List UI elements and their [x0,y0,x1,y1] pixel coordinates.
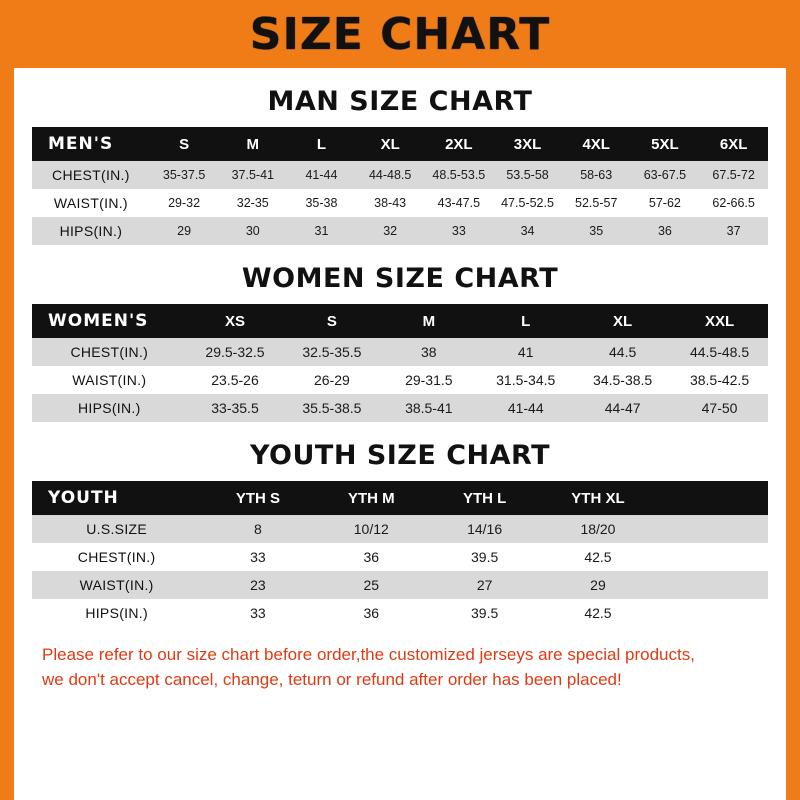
table-cell: 29.5-32.5 [205,344,265,360]
table-cell: 27 [476,577,493,593]
table-cell: 35 [589,224,604,238]
table-row [32,217,768,245]
table-cell: 33 [250,605,266,621]
header-cell-label: WOMEN'S [32,304,187,338]
table-cell: 34 [520,224,535,238]
table-cell: 67.5-72 [712,168,755,182]
page-title: SIZE CHART [249,8,551,60]
header-cell: M [380,304,477,338]
header-cell-label: YOUTH [32,481,201,515]
table-cell: 53.5-58 [506,168,549,182]
table-cell: 39.5 [471,605,499,621]
table-row [32,571,768,599]
table-cell: 37.5-41 [231,168,274,182]
table-cell: 29-31.5 [405,372,453,388]
table-cell: 36 [363,549,380,565]
table-cell: 10/12 [353,521,389,537]
table-cell: 29 [590,577,606,593]
table-cell: 35.5-38.5 [302,400,362,416]
table-cell: 44.5-48.5 [689,344,750,360]
header-cell: YTH S [201,481,314,515]
table-cell: 31 [314,224,329,238]
row-label: U.S.SIZE [86,521,147,537]
table-cell: 62-66.5 [712,196,755,210]
table-cell: 33-35.5 [211,400,259,416]
table-cell: 44-48.5 [368,168,412,182]
row-label: CHEST(IN.) [70,344,149,360]
header-cell: S [150,127,219,161]
table-cell: 57-62 [648,196,681,210]
content [14,86,786,692]
header-cell: 6XL [699,127,768,161]
women-size-table [32,304,768,422]
table-cell: 38-43 [374,196,407,210]
table-cell: 32.5-35.5 [302,344,362,360]
header-cell: XXL [671,304,768,338]
table-cell: 41 [517,344,534,360]
header-cell: S [283,304,380,338]
header-cell: 4XL [562,127,631,161]
table-cell [655,515,768,543]
table-row [32,189,768,217]
table-row [32,366,768,394]
table-cell: 58-63 [580,168,613,182]
table-cell: 8 [254,521,262,537]
table-cell: 29-32 [168,196,201,210]
table-row [32,338,768,366]
header-cell: 2XL [425,127,494,161]
table-cell: 25 [363,577,380,593]
table-row [32,394,768,422]
table-cell: 44-47 [604,400,641,416]
table-header-row [32,481,768,515]
header-cell: YTH L [428,481,541,515]
row-label: HIPS(IN.) [85,605,148,621]
table-cell: 29 [177,224,192,238]
row-label: WAIST(IN.) [79,577,154,593]
table-cell: 18/20 [580,521,616,537]
table-cell: 41-44 [507,400,544,416]
table-row [32,599,768,627]
table-cell: 30 [245,224,260,238]
table-cell: 47-50 [701,400,738,416]
disclaimer-note [32,643,768,692]
section-title-women: WOMEN SIZE CHART [241,263,559,294]
disclaimer-line-2: we don't accept cancel, change, teturn or refund after order has been placed! [42,669,622,689]
table-cell: 33 [451,224,466,238]
header-cell: YTH XL [541,481,654,515]
table-cell: 31.5-34.5 [496,372,556,388]
table-cell [655,571,768,599]
row-label: CHEST(IN.) [52,167,130,183]
table-cell: 39.5 [471,549,499,565]
table-cell: 38 [421,344,437,360]
table-cell: 36 [657,224,672,238]
table-cell: 35-37.5 [162,168,206,182]
table-cell: 42.5 [584,605,612,621]
row-label: HIPS(IN.) [59,223,123,239]
table-cell [655,543,768,571]
table-cell: 14/16 [467,521,503,537]
row-label: WAIST(IN.) [72,372,147,388]
table-cell: 52.5-57 [575,196,618,210]
table-header-row [32,304,768,338]
table-cell: 32 [383,224,398,238]
header-cell [655,481,768,515]
table-cell: 48.5-53.5 [432,168,486,182]
table-cell: 63-67.5 [643,168,687,182]
section-title-youth: YOUTH SIZE CHART [249,440,551,471]
table-cell: 47.5-52.5 [501,196,554,210]
table-cell: 26-29 [314,372,350,388]
table-cell: 42.5 [584,549,612,565]
table-cell: 36 [363,605,380,621]
table-cell: 41-44 [305,168,338,182]
table-row [32,543,768,571]
header-cell: XL [574,304,671,338]
disclaimer-line-1: Please refer to our size chart before order,the customized jerseys are special products, [42,645,695,664]
section-title-man: MAN SIZE CHART [267,86,533,117]
table-row [32,161,768,189]
table-cell: 44.5 [609,344,637,360]
banner [0,0,800,68]
table-cell: 33 [250,549,266,565]
table-cell: 32-35 [236,196,269,210]
header-cell: XL [356,127,425,161]
header-cell-label: MEN'S [32,127,150,161]
table-cell [655,599,768,627]
row-label: CHEST(IN.) [77,549,156,565]
header-cell: 5XL [631,127,700,161]
table-cell: 37 [726,224,741,238]
table-row [32,515,768,543]
header-cell: M [218,127,287,161]
header-cell: XS [187,304,284,338]
men-size-table [32,127,768,245]
table-cell: 43-47.5 [437,196,481,210]
table-cell: 23.5-26 [211,372,259,388]
header-cell: YTH M [315,481,428,515]
header-cell: 3XL [493,127,562,161]
row-label: WAIST(IN.) [53,195,128,211]
table-cell: 38.5-41 [405,400,453,416]
header-cell: L [477,304,574,338]
table-cell: 38.5-42.5 [689,372,750,388]
table-cell: 23 [250,577,266,593]
youth-size-table [32,481,768,627]
row-label: HIPS(IN.) [77,400,141,416]
table-cell: 35-38 [305,196,338,210]
table-cell: 34.5-38.5 [593,372,653,388]
header-cell: L [287,127,356,161]
table-header-row [32,127,768,161]
